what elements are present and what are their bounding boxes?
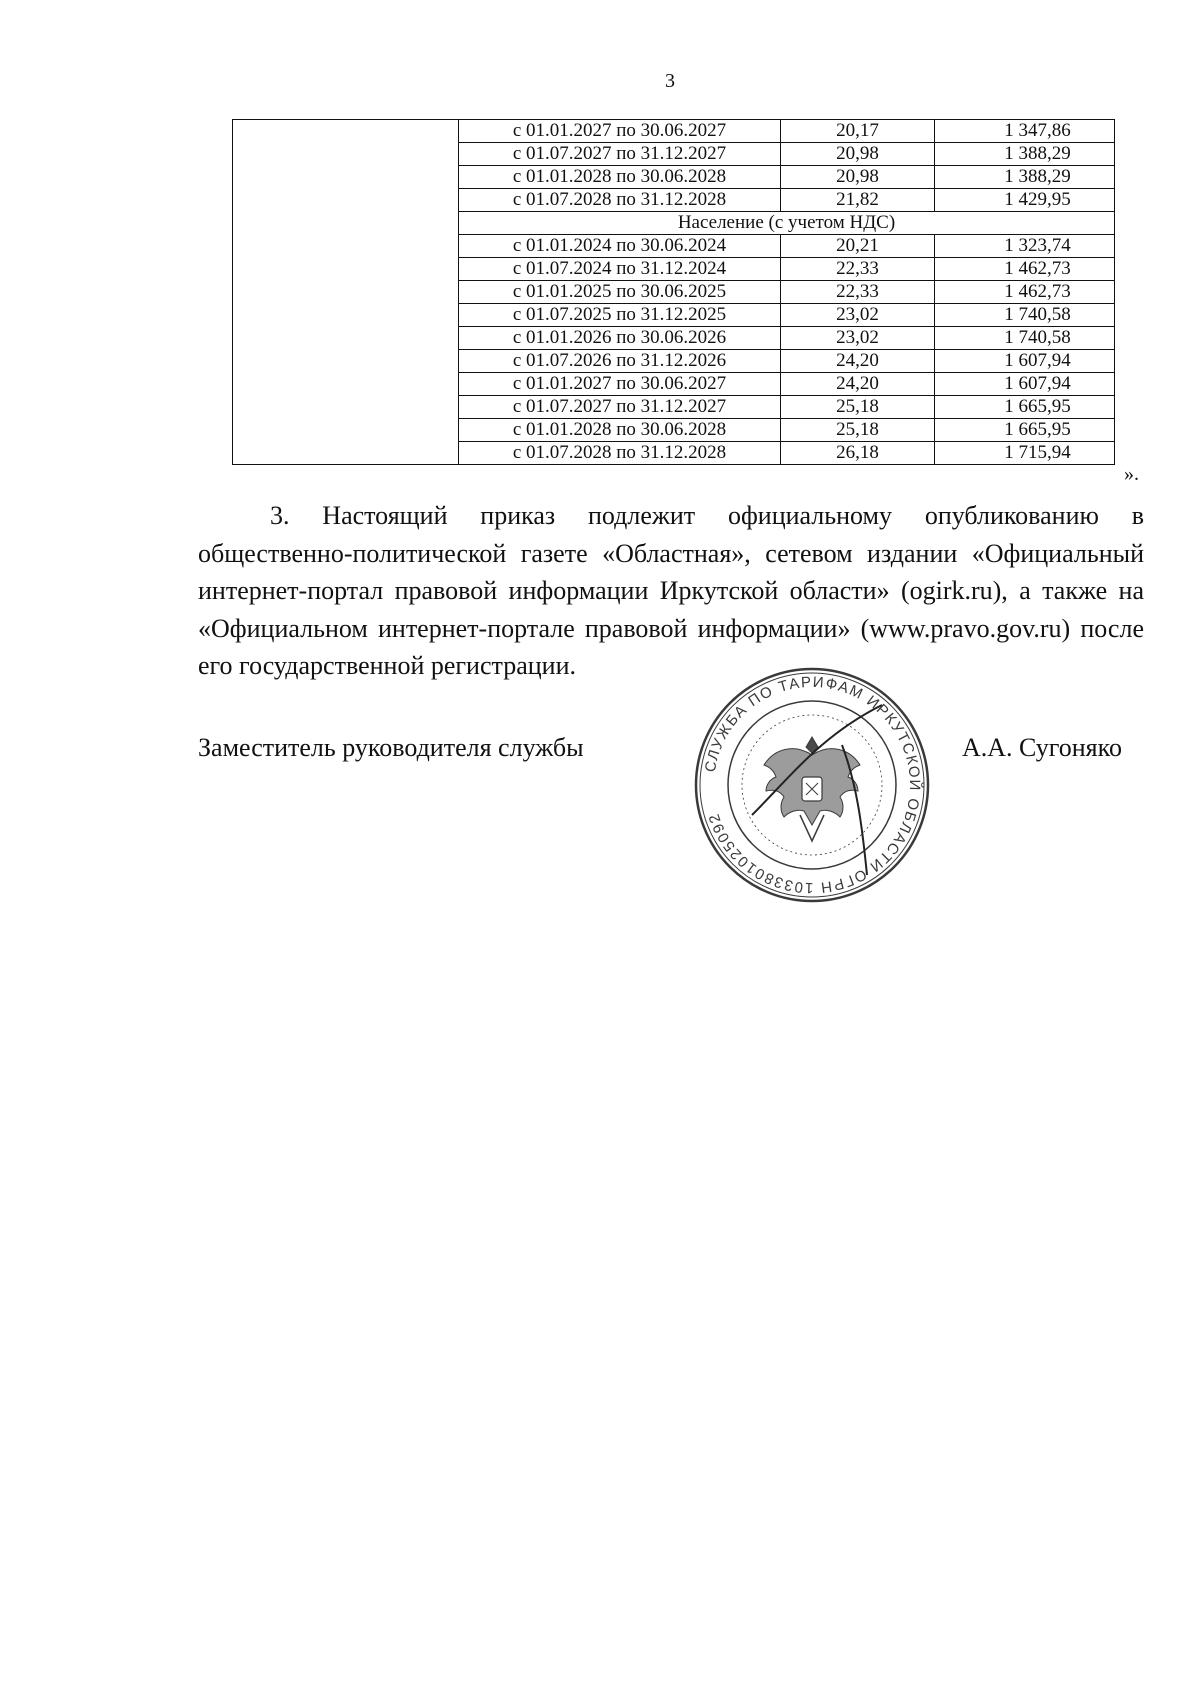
value2-cell: 1 665,95 [935,396,1115,419]
value2-cell: 1 388,29 [935,166,1115,189]
value1-cell: 20,17 [781,120,935,143]
tariff-table [232,119,1115,465]
period-cell: с 01.01.2027 по 30.06.2027 [459,120,781,143]
value1-cell: 25,18 [781,419,935,442]
period-cell: с 01.07.2027 по 31.12.2027 [459,396,781,419]
value1-cell: 23,02 [781,304,935,327]
seal-outer-text: СЛУЖБА ПО ТАРИФАМ ИРКУТСКОЙ ОБЛАСТИ ОГРН 1033801025092 [701,673,924,897]
value1-cell: 20,21 [781,235,935,258]
value1-cell: 21,82 [781,189,935,212]
period-cell: с 01.07.2024 по 31.12.2024 [459,258,781,281]
value1-cell: 20,98 [781,166,935,189]
period-cell: с 01.01.2027 по 30.06.2027 [459,373,781,396]
closing-quote-mark: ». [1124,463,1139,485]
signer-title: Заместитель руководителя службы [198,733,584,762]
value1-cell: 24,20 [781,373,935,396]
tariff-table-body [233,120,1115,465]
period-cell: с 01.01.2024 по 30.06.2024 [459,235,781,258]
value2-cell: 1 665,95 [935,419,1115,442]
value1-cell: 25,18 [781,396,935,419]
value1-cell: 23,02 [781,327,935,350]
value1-cell: 24,20 [781,350,935,373]
value1-cell: 22,33 [781,281,935,304]
value2-cell: 1 715,94 [935,442,1115,465]
period-cell: с 01.07.2027 по 31.12.2027 [459,143,781,166]
value2-cell: 1 429,95 [935,189,1115,212]
period-cell: с 01.07.2026 по 31.12.2026 [459,350,781,373]
period-cell: с 01.07.2028 по 31.12.2028 [459,442,781,465]
value2-cell: 1 347,86 [935,120,1115,143]
official-seal [692,665,932,905]
value2-cell: 1 462,73 [935,258,1115,281]
publication-paragraph: 3. Настоящий приказ подлежит официальному опубликованию в общественно-политической газете «Областная», сетевом издании «Официальный интернет-портал правовой информации Иркутской области» (ogirk.ru), а также на «Официальном интернет-портале правовой информации» (www.pravo.gov.ru) после его государственной регистрации. [198,501,1144,680]
category-cell: Население (с учетом НДС) [459,212,1115,235]
value1-cell: 26,18 [781,442,935,465]
value1-cell: 22,33 [781,258,935,281]
value2-cell: 1 607,94 [935,373,1115,396]
value2-cell: 1 607,94 [935,350,1115,373]
signer-name: А.А. Сугоняко [962,733,1122,762]
period-cell: с 01.01.2025 по 30.06.2025 [459,281,781,304]
value2-cell: 1 323,74 [935,235,1115,258]
value2-cell: 1 388,29 [935,143,1115,166]
table-left-blank-cell [233,120,459,465]
value1-cell: 20,98 [781,143,935,166]
period-cell: с 01.01.2026 по 30.06.2026 [459,327,781,350]
period-cell: с 01.07.2025 по 31.12.2025 [459,304,781,327]
period-cell: с 01.07.2028 по 31.12.2028 [459,189,781,212]
value2-cell: 1 462,73 [935,281,1115,304]
period-cell: с 01.01.2028 по 30.06.2028 [459,166,781,189]
page-number: 3 [665,70,675,92]
table-row [233,120,1115,143]
value2-cell: 1 740,58 [935,304,1115,327]
value2-cell: 1 740,58 [935,327,1115,350]
period-cell: с 01.01.2028 по 30.06.2028 [459,419,781,442]
